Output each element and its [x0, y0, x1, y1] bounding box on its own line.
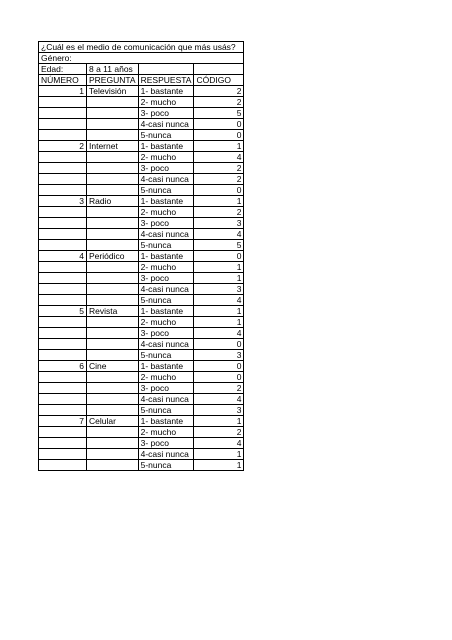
code-cell[interactable]: 4: [194, 328, 244, 339]
table-row: [39, 240, 244, 251]
gender-label[interactable]: Género:: [39, 53, 87, 64]
number-cell[interactable]: [39, 328, 87, 339]
response-cell[interactable]: 1- bastante: [138, 141, 194, 152]
code-cell[interactable]: 3: [194, 218, 244, 229]
response-cell[interactable]: 3- poco: [138, 383, 194, 394]
empty-cell[interactable]: [194, 64, 244, 75]
number-cell[interactable]: 2: [39, 141, 87, 152]
code-cell[interactable]: 2: [194, 383, 244, 394]
question-cell[interactable]: [87, 350, 139, 361]
empty-cell[interactable]: [194, 53, 244, 64]
code-cell[interactable]: 4: [194, 229, 244, 240]
code-cell[interactable]: 5: [194, 240, 244, 251]
number-cell[interactable]: [39, 163, 87, 174]
response-cell[interactable]: 5-nunca: [138, 240, 194, 251]
spreadsheet: [38, 41, 244, 471]
code-cell[interactable]: 3: [194, 405, 244, 416]
table-row: [39, 416, 244, 427]
number-cell[interactable]: [39, 273, 87, 284]
number-cell[interactable]: 6: [39, 361, 87, 372]
question-cell[interactable]: [87, 152, 139, 163]
code-cell[interactable]: 3: [194, 284, 244, 295]
number-cell[interactable]: 5: [39, 306, 87, 317]
table-row: [39, 97, 244, 108]
question-cell[interactable]: Internet: [87, 141, 139, 152]
table-row: [39, 174, 244, 185]
number-cell[interactable]: [39, 284, 87, 295]
response-cell[interactable]: 5-nunca: [138, 185, 194, 196]
number-cell[interactable]: [39, 119, 87, 130]
code-cell[interactable]: 3: [194, 350, 244, 361]
number-cell[interactable]: [39, 438, 87, 449]
code-cell[interactable]: 0: [194, 339, 244, 350]
response-cell[interactable]: 4-casi nunca: [138, 394, 194, 405]
number-cell[interactable]: [39, 108, 87, 119]
question-cell[interactable]: [87, 394, 139, 405]
number-cell[interactable]: [39, 394, 87, 405]
table-row: [39, 207, 244, 218]
table-row: [39, 86, 244, 97]
response-cell[interactable]: 2- mucho: [138, 207, 194, 218]
question-cell[interactable]: Revista: [87, 306, 139, 317]
question-cell[interactable]: [87, 460, 139, 471]
question-cell[interactable]: [87, 119, 139, 130]
response-cell[interactable]: 2- mucho: [138, 427, 194, 438]
number-cell[interactable]: [39, 152, 87, 163]
code-cell[interactable]: 5: [194, 108, 244, 119]
response-cell[interactable]: 1- bastante: [138, 251, 194, 262]
code-cell[interactable]: 1: [194, 196, 244, 207]
code-cell[interactable]: 0: [194, 185, 244, 196]
response-cell[interactable]: 2- mucho: [138, 262, 194, 273]
code-cell[interactable]: 2: [194, 427, 244, 438]
code-cell[interactable]: 0: [194, 361, 244, 372]
response-cell[interactable]: 5-nunca: [138, 460, 194, 471]
question-cell[interactable]: [87, 130, 139, 141]
question-row: [39, 42, 244, 53]
code-cell[interactable]: 0: [194, 130, 244, 141]
response-cell[interactable]: 3- poco: [138, 328, 194, 339]
response-cell[interactable]: 3- poco: [138, 108, 194, 119]
response-cell[interactable]: 4-casi nunca: [138, 284, 194, 295]
question-cell[interactable]: [87, 339, 139, 350]
response-cell[interactable]: 1- bastante: [138, 196, 194, 207]
code-cell[interactable]: 1: [194, 449, 244, 460]
table-row: [39, 251, 244, 262]
table-row: [39, 273, 244, 284]
question-cell[interactable]: Celular: [87, 416, 139, 427]
table-row: [39, 372, 244, 383]
header-question[interactable]: PREGUNTA: [87, 75, 139, 86]
number-cell[interactable]: [39, 295, 87, 306]
table-row: [39, 350, 244, 361]
question-cell[interactable]: Televisión: [87, 86, 139, 97]
response-cell[interactable]: 5-nunca: [138, 405, 194, 416]
question-cell[interactable]: [87, 372, 139, 383]
code-cell[interactable]: 4: [194, 295, 244, 306]
response-cell[interactable]: 1- bastante: [138, 361, 194, 372]
response-cell[interactable]: 4-casi nunca: [138, 339, 194, 350]
code-cell[interactable]: 2: [194, 174, 244, 185]
response-cell[interactable]: 1- bastante: [138, 416, 194, 427]
code-cell[interactable]: 0: [194, 119, 244, 130]
number-cell[interactable]: [39, 372, 87, 383]
code-cell[interactable]: 1: [194, 262, 244, 273]
number-cell[interactable]: [39, 229, 87, 240]
question-cell[interactable]: [87, 163, 139, 174]
question-cell[interactable]: [87, 438, 139, 449]
gender-row: [39, 53, 244, 64]
response-cell[interactable]: 4-casi nunca: [138, 119, 194, 130]
response-cell[interactable]: 3- poco: [138, 163, 194, 174]
question-cell[interactable]: [87, 405, 139, 416]
code-cell[interactable]: 1: [194, 273, 244, 284]
code-cell[interactable]: 1: [194, 416, 244, 427]
question-cell[interactable]: Periódico: [87, 251, 139, 262]
table-row: [39, 218, 244, 229]
table-row: [39, 284, 244, 295]
response-cell[interactable]: 1- bastante: [138, 86, 194, 97]
empty-cell[interactable]: [138, 64, 194, 75]
response-cell[interactable]: 3- poco: [138, 438, 194, 449]
header-response[interactable]: RESPUESTA: [138, 75, 194, 86]
code-cell[interactable]: 1: [194, 306, 244, 317]
question-cell[interactable]: [87, 174, 139, 185]
number-cell[interactable]: 4: [39, 251, 87, 262]
table-row: [39, 119, 244, 130]
response-cell[interactable]: 5-nunca: [138, 130, 194, 141]
question-cell[interactable]: [87, 317, 139, 328]
number-cell[interactable]: [39, 460, 87, 471]
question-cell[interactable]: [87, 295, 139, 306]
question-cell[interactable]: [87, 262, 139, 273]
response-cell[interactable]: 4-casi nunca: [138, 174, 194, 185]
code-cell[interactable]: 4: [194, 394, 244, 405]
code-cell[interactable]: 2: [194, 163, 244, 174]
question-cell[interactable]: [87, 449, 139, 460]
code-cell[interactable]: 2: [194, 86, 244, 97]
number-cell[interactable]: [39, 174, 87, 185]
question-cell[interactable]: [87, 185, 139, 196]
header-number[interactable]: NÚMERO: [39, 75, 87, 86]
table-row: [39, 339, 244, 350]
question-cell[interactable]: Cine: [87, 361, 139, 372]
table-row: [39, 449, 244, 460]
table-row: [39, 306, 244, 317]
table-row: [39, 427, 244, 438]
response-cell[interactable]: 2- mucho: [138, 317, 194, 328]
code-cell[interactable]: 2: [194, 207, 244, 218]
gender-value[interactable]: [87, 53, 139, 64]
age-row: [39, 64, 244, 75]
code-cell[interactable]: 4: [194, 152, 244, 163]
table-row: [39, 185, 244, 196]
table-row: [39, 295, 244, 306]
response-cell[interactable]: 2- mucho: [138, 97, 194, 108]
number-cell[interactable]: [39, 339, 87, 350]
code-cell[interactable]: 0: [194, 251, 244, 262]
question-cell[interactable]: [87, 284, 139, 295]
number-cell[interactable]: [39, 240, 87, 251]
table-row: [39, 405, 244, 416]
question-cell[interactable]: [87, 427, 139, 438]
number-cell[interactable]: [39, 207, 87, 218]
table-row: [39, 229, 244, 240]
number-cell[interactable]: [39, 262, 87, 273]
table-row: [39, 196, 244, 207]
number-cell[interactable]: 3: [39, 196, 87, 207]
age-value[interactable]: 8 a 11 años: [87, 64, 139, 75]
number-cell[interactable]: [39, 427, 87, 438]
code-cell[interactable]: 4: [194, 438, 244, 449]
table-row: [39, 460, 244, 471]
response-cell[interactable]: 5-nunca: [138, 295, 194, 306]
table-row: [39, 262, 244, 273]
question-cell[interactable]: [87, 273, 139, 284]
number-cell[interactable]: [39, 449, 87, 460]
question-cell[interactable]: [87, 328, 139, 339]
response-cell[interactable]: 3- poco: [138, 218, 194, 229]
age-label[interactable]: Edad:: [39, 64, 87, 75]
header-row: [39, 75, 244, 86]
number-cell[interactable]: [39, 383, 87, 394]
question-cell[interactable]: [87, 240, 139, 251]
number-cell[interactable]: [39, 350, 87, 361]
question-cell[interactable]: Radio: [87, 196, 139, 207]
table-row: [39, 328, 244, 339]
response-cell[interactable]: 1- bastante: [138, 306, 194, 317]
table-row: [39, 383, 244, 394]
response-cell[interactable]: 5-nunca: [138, 350, 194, 361]
question-cell[interactable]: [87, 97, 139, 108]
table-row: [39, 108, 244, 119]
number-cell[interactable]: [39, 185, 87, 196]
code-cell[interactable]: 1: [194, 141, 244, 152]
table-row: [39, 130, 244, 141]
question-cell[interactable]: [87, 229, 139, 240]
table-row: [39, 317, 244, 328]
response-cell[interactable]: 4-casi nunca: [138, 449, 194, 460]
number-cell[interactable]: 7: [39, 416, 87, 427]
table-row: [39, 394, 244, 405]
response-cell[interactable]: 3- poco: [138, 273, 194, 284]
response-cell[interactable]: 2- mucho: [138, 372, 194, 383]
survey-table: [38, 41, 244, 471]
number-cell[interactable]: 1: [39, 86, 87, 97]
table-row: [39, 361, 244, 372]
table-row: [39, 163, 244, 174]
question-cell[interactable]: ¿Cuál es el medio de comunicación que más usás?: [39, 42, 244, 53]
code-cell[interactable]: 2: [194, 97, 244, 108]
table-row: [39, 152, 244, 163]
table-row: [39, 141, 244, 152]
question-cell[interactable]: [87, 383, 139, 394]
question-cell[interactable]: [87, 207, 139, 218]
response-cell[interactable]: 4-casi nunca: [138, 229, 194, 240]
number-cell[interactable]: [39, 317, 87, 328]
header-code[interactable]: CÓDIGO: [194, 75, 244, 86]
code-cell[interactable]: 1: [194, 460, 244, 471]
code-cell[interactable]: 1: [194, 317, 244, 328]
code-cell[interactable]: 0: [194, 372, 244, 383]
response-cell[interactable]: 2- mucho: [138, 152, 194, 163]
question-cell[interactable]: [87, 218, 139, 229]
number-cell[interactable]: [39, 130, 87, 141]
question-cell[interactable]: [87, 108, 139, 119]
number-cell[interactable]: [39, 405, 87, 416]
empty-cell[interactable]: [138, 53, 194, 64]
number-cell[interactable]: [39, 218, 87, 229]
table-row: [39, 438, 244, 449]
number-cell[interactable]: [39, 97, 87, 108]
